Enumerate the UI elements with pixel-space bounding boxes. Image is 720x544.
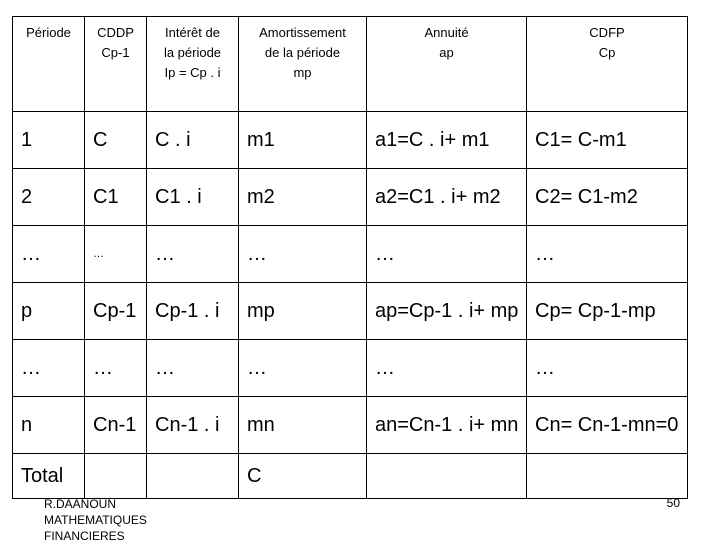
header-periode: Période [13,17,85,112]
table-cell: a1=C . i+ m1 [367,112,527,169]
amortization-table [12,16,688,499]
table-cell: … [239,226,367,283]
total-label: Total [13,454,85,499]
table-cell: a2=C1 . i+ m2 [367,169,527,226]
table-cell: … [85,340,147,397]
table-cell: … [367,340,527,397]
table-cell [85,454,147,499]
table-cell: m2 [239,169,367,226]
table-cell: C1= C-m1 [527,112,688,169]
table-row [13,112,688,169]
table-cell: mp [239,283,367,340]
header-amortissement: Amortissement de la période mp [239,17,367,112]
total-amortissement: C [239,454,367,499]
table-cell: Cn= Cn-1-mn=0 [527,397,688,454]
table-cell: Cn-1 . i [147,397,239,454]
table-cell: … [13,226,85,283]
page-number: 50 [666,496,680,510]
table-cell: ap=Cp-1 . i+ mp [367,283,527,340]
table-row [13,397,688,454]
table-cell: m1 [239,112,367,169]
table-row [13,283,688,340]
table-cell: C2= C1-m2 [527,169,688,226]
table-cell: … [85,226,147,283]
header-interet: Intérêt de la période Ip = Cp . i [147,17,239,112]
table-cell [367,454,527,499]
table-cell: mn [239,397,367,454]
header-cddp: CDDP Cp-1 [85,17,147,112]
table-cell: … [13,340,85,397]
table-cell: Cp-1 . i [147,283,239,340]
table-cell: C1 [85,169,147,226]
table-cell: C [85,112,147,169]
table-header-row [13,17,688,112]
table-cell: Cp= Cp-1-mp [527,283,688,340]
footer-author: R.DAANOUN MATHEMATIQUES FINANCIERES [44,497,147,543]
table-cell: … [527,340,688,397]
table-cell: Cp-1 [85,283,147,340]
table-cell: 2 [13,169,85,226]
table-cell: … [367,226,527,283]
table-cell [147,454,239,499]
table-cell: n [13,397,85,454]
table-cell [527,454,688,499]
header-cdfp: CDFP Cp [527,17,688,112]
table-cell: … [147,340,239,397]
table-row [13,226,688,283]
total-row [13,454,688,499]
table-cell: … [147,226,239,283]
header-annuite: Annuité ap [367,17,527,112]
table-row [13,169,688,226]
table-row [13,340,688,397]
table-cell: C . i [147,112,239,169]
table-cell: … [239,340,367,397]
table-cell: C1 . i [147,169,239,226]
table-cell: Cn-1 [85,397,147,454]
table-cell: an=Cn-1 . i+ mn [367,397,527,454]
table-cell: … [527,226,688,283]
table-cell: 1 [13,112,85,169]
table-cell: p [13,283,85,340]
